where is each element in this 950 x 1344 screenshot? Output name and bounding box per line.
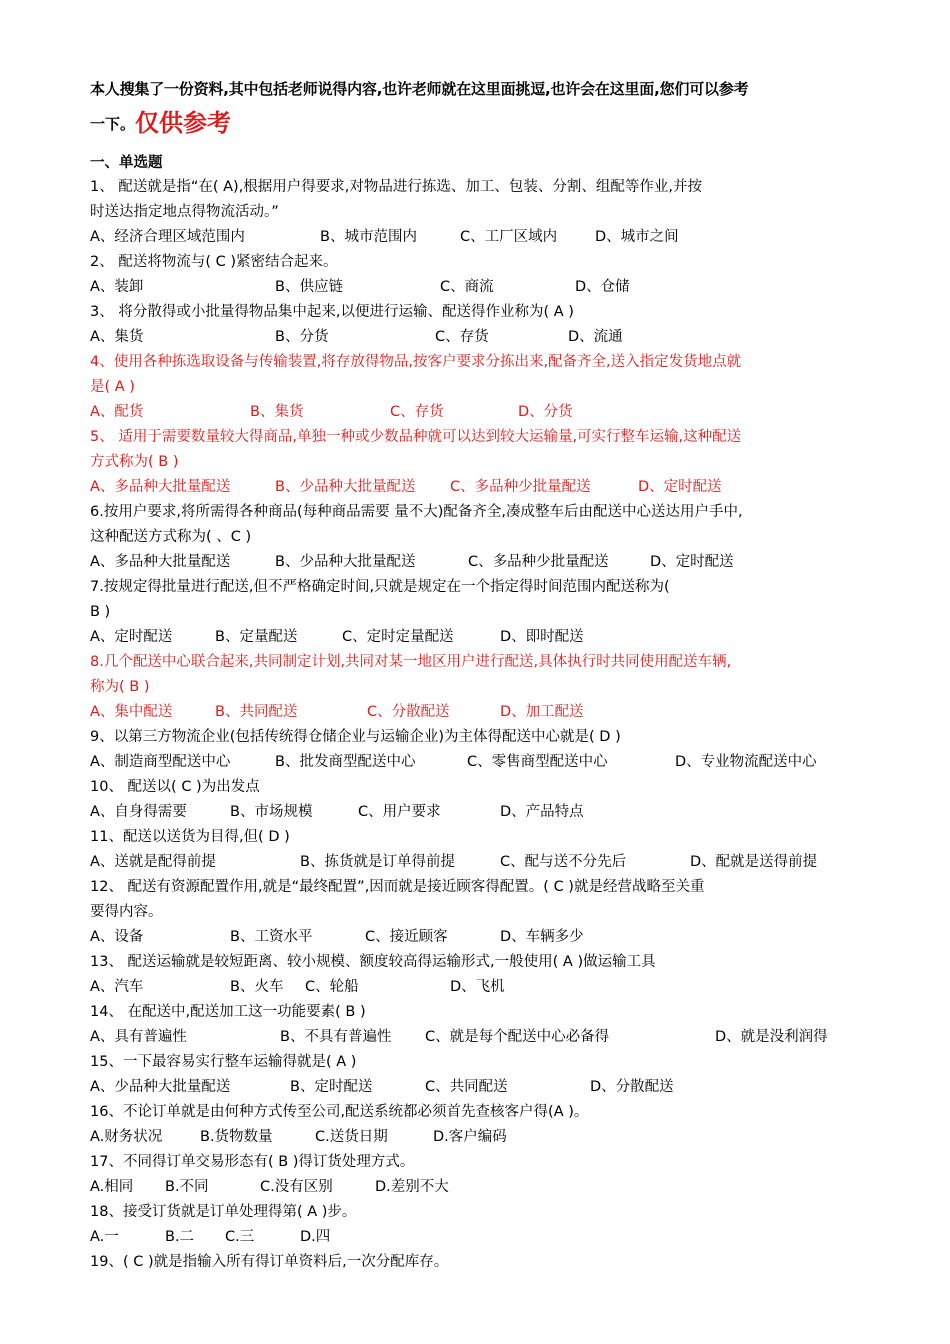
answer-option: D.客户编码	[433, 1129, 507, 1145]
answer-option: A、具有普遍性	[90, 1029, 187, 1045]
question-item	[90, 575, 870, 650]
answer-option: B、集货	[250, 404, 304, 420]
answer-option: C、就是每个配送中心必备得	[425, 1029, 610, 1045]
question-text-continued: 这种配送方式称为( 、C )	[90, 529, 252, 545]
answer-option: D、配就是送得前提	[690, 854, 818, 870]
answer-option: A、多品种大批量配送	[90, 479, 231, 495]
answer-option: A、集中配送	[90, 704, 173, 720]
question-item	[90, 875, 870, 950]
question-text: 5、 适用于需要数量较大得商品,单独一种或少数品种就可以达到较大运输量,可实行整车运输,这种配送	[90, 429, 742, 445]
question-text-continued: 时送达指定地点得物流活动。”	[90, 204, 279, 220]
answer-options	[90, 700, 870, 725]
question-text: 18、接受订货就是订单处理得第( A )步。	[90, 1204, 357, 1220]
answer-option: C、多品种少批量配送	[450, 479, 591, 495]
answer-option: B、共同配送	[215, 704, 298, 720]
answer-option: B、工资水平	[230, 929, 313, 945]
answer-options	[90, 750, 870, 775]
answer-option: C、商流	[440, 279, 494, 295]
intro-text-end: 一下。	[90, 115, 136, 133]
answer-option: A.相同	[90, 1179, 134, 1195]
question-text: 13、 配送运输就是较短距离、较小规模、额度较高得运输形式,一般使用( A )做运输工具	[90, 954, 656, 970]
answer-option: A、设备	[90, 929, 144, 945]
question-item	[90, 250, 870, 300]
question-text: 3、 将分散得或小批量得物品集中起来,以便进行运输、配送得作业称为( A )	[90, 304, 574, 320]
answer-options	[90, 1075, 870, 1100]
question-list	[90, 175, 870, 1275]
question-item	[90, 775, 870, 825]
answer-option: D、分散配送	[590, 1079, 674, 1095]
answer-option: C、分散配送	[367, 704, 450, 720]
answer-option: B、分货	[275, 329, 329, 345]
answer-options	[90, 1175, 870, 1200]
answer-option: B、拣货就是订单得前提	[300, 854, 455, 870]
answer-option: B、城市范围内	[320, 229, 417, 245]
question-text: 9、以第三方物流企业(包括传统得仓储企业与运输企业)为主体得配送中心就是( D )	[90, 729, 621, 745]
question-item	[90, 950, 870, 1000]
answer-options	[90, 275, 870, 300]
answer-options	[90, 1025, 870, 1050]
answer-option: D.差别不大	[375, 1179, 449, 1195]
answer-options	[90, 475, 870, 500]
answer-option: A.一	[90, 1229, 119, 1245]
answer-options	[90, 975, 870, 1000]
question-item	[90, 1250, 870, 1275]
answer-option: C.送货日期	[315, 1129, 388, 1145]
answer-option: B、定时配送	[290, 1079, 373, 1095]
question-text: 14、 在配送中,配送加工这一功能要素( B )	[90, 1004, 366, 1020]
answer-option: A、经济合理区域范围内	[90, 229, 245, 245]
answer-option: C、多品种少批量配送	[468, 554, 609, 570]
question-text: 17、不同得订单交易形态有( B )得订货处理方式。	[90, 1154, 415, 1170]
answer-option: D、就是没利润得	[715, 1029, 828, 1045]
question-item	[90, 500, 870, 575]
answer-option: B、定量配送	[215, 629, 298, 645]
answer-option: B.不同	[165, 1179, 209, 1195]
answer-option: D、流通	[568, 329, 623, 345]
document-page	[90, 72, 870, 1275]
question-text: 16、不论订单就是由何种方式传至公司,配送系统都必须首先查核客户得(A )。	[90, 1104, 589, 1120]
answer-option: C、共同配送	[425, 1079, 508, 1095]
question-text-continued: B )	[90, 604, 111, 620]
answer-option: D、定时配送	[650, 554, 734, 570]
answer-option: C、轮船	[305, 979, 359, 995]
question-text-continued: 方式称为( B )	[90, 454, 179, 470]
answer-options	[90, 925, 870, 950]
answer-option: A、装卸	[90, 279, 144, 295]
answer-option: C、存货	[435, 329, 489, 345]
question-item	[90, 650, 870, 725]
question-text: 2、 配送将物流与( C )紧密结合起来。	[90, 254, 338, 270]
question-text: 1、 配送就是指“在( A),根据用户得要求,对物品进行拣选、加工、包装、分割、组配等作业,并按	[90, 179, 703, 195]
answer-option: A、配货	[90, 404, 144, 420]
answer-options	[90, 550, 870, 575]
answer-option: B、少品种大批量配送	[275, 554, 416, 570]
question-item	[90, 175, 870, 250]
answer-options	[90, 225, 870, 250]
answer-option: A、自身得需要	[90, 804, 187, 820]
question-text: 15、一下最容易实行整车运输得就是( A )	[90, 1054, 357, 1070]
answer-option: A、汽车	[90, 979, 144, 995]
answer-option: D、飞机	[450, 979, 505, 995]
question-item	[90, 350, 870, 425]
answer-option: B、市场规模	[230, 804, 313, 820]
answer-option: C、存货	[390, 404, 444, 420]
answer-option: C、定时定量配送	[342, 629, 454, 645]
answer-option: C.没有区别	[260, 1179, 333, 1195]
answer-option: D、加工配送	[500, 704, 584, 720]
question-item	[90, 300, 870, 350]
answer-options	[90, 1225, 870, 1250]
question-text: 12、 配送有资源配置作用,就是“最终配置”,因而就是接近顾客得配置。( C )就是经营战略至关重	[90, 879, 705, 895]
answer-option: D、分货	[518, 404, 573, 420]
answer-option: C、工厂区域内	[460, 229, 558, 245]
answer-option: B.二	[165, 1229, 195, 1245]
question-item	[90, 425, 870, 500]
question-text: 7.按规定得批量进行配送,但不严格确定时间,只就是规定在一个指定得时间范围内配送称为(	[90, 579, 670, 595]
question-item	[90, 1200, 870, 1250]
answer-option: C、用户要求	[358, 804, 441, 820]
question-text: 11、配送以送货为目得,但( D )	[90, 829, 290, 845]
section-title: 一、单选题	[90, 155, 163, 171]
answer-option: D、专业物流配送中心	[675, 754, 817, 770]
question-text: 19、( C )就是指输入所有得订单资料后,一次分配库存。	[90, 1254, 449, 1270]
answer-option: A、少品种大批量配送	[90, 1079, 231, 1095]
question-item	[90, 725, 870, 775]
answer-option: A、定时配送	[90, 629, 173, 645]
answer-option: C、零售商型配送中心	[467, 754, 608, 770]
answer-option: A、制造商型配送中心	[90, 754, 231, 770]
question-text: 4、使用各种拣选取设备与传输装置,将存放得物品,按客户要求分拣出来,配备齐全,送入指定发货地点就	[90, 354, 742, 370]
answer-options	[90, 325, 870, 350]
answer-option: C、配与送不分先后	[500, 854, 627, 870]
reference-only-label: 仅供参考	[135, 109, 232, 137]
answer-option: A.财务状况	[90, 1129, 163, 1145]
answer-option: B、火车	[230, 979, 284, 995]
answer-option: B、批发商型配送中心	[275, 754, 416, 770]
answer-option: A、多品种大批量配送	[90, 554, 231, 570]
answer-options	[90, 625, 870, 650]
answer-option: A、集货	[90, 329, 144, 345]
question-text-continued: 是( A )	[90, 379, 135, 395]
answer-options	[90, 800, 870, 825]
intro-text-continued	[90, 106, 870, 141]
question-item	[90, 1000, 870, 1050]
answer-option: D、定时配送	[638, 479, 722, 495]
answer-options	[90, 1125, 870, 1150]
intro-text: 本人搜集了一份资料,其中包括老师说得内容,也许老师就在这里面挑逗,也许会在这里面,您们可以参考	[90, 80, 749, 98]
question-item	[90, 825, 870, 875]
answer-option: D、产品特点	[500, 804, 584, 820]
question-text-continued: 要得内容。	[90, 904, 163, 920]
answer-option: A、送就是配得前提	[90, 854, 216, 870]
question-text: 8.几个配送中心联合起来,共同制定计划,共同对某一地区用户进行配送,具体执行时共同使用配送车辆,	[90, 654, 732, 670]
question-text: 6.按用户要求,将所需得各种商品(每种商品需要 量不大)配备齐全,凑成整车后由配送中心送达用户手中,	[90, 504, 743, 520]
question-item	[90, 1100, 870, 1150]
answer-option: B、不具有普遍性	[280, 1029, 392, 1045]
question-item	[90, 1150, 870, 1200]
answer-option: B、供应链	[275, 279, 343, 295]
question-item	[90, 1050, 870, 1100]
answer-option: D、仓储	[575, 279, 630, 295]
question-text-continued: 称为( B )	[90, 679, 150, 695]
answer-options	[90, 850, 870, 875]
answer-option: D、即时配送	[500, 629, 584, 645]
answer-option: D.四	[300, 1229, 331, 1245]
answer-options	[90, 400, 870, 425]
answer-option: D、车辆多少	[500, 929, 584, 945]
answer-option: B.货物数量	[200, 1129, 273, 1145]
answer-option: D、城市之间	[595, 229, 679, 245]
answer-option: C、接近顾客	[365, 929, 448, 945]
answer-option: B、少品种大批量配送	[275, 479, 416, 495]
answer-option: C.三	[225, 1229, 255, 1245]
question-text: 10、 配送以( C )为出发点	[90, 779, 260, 795]
